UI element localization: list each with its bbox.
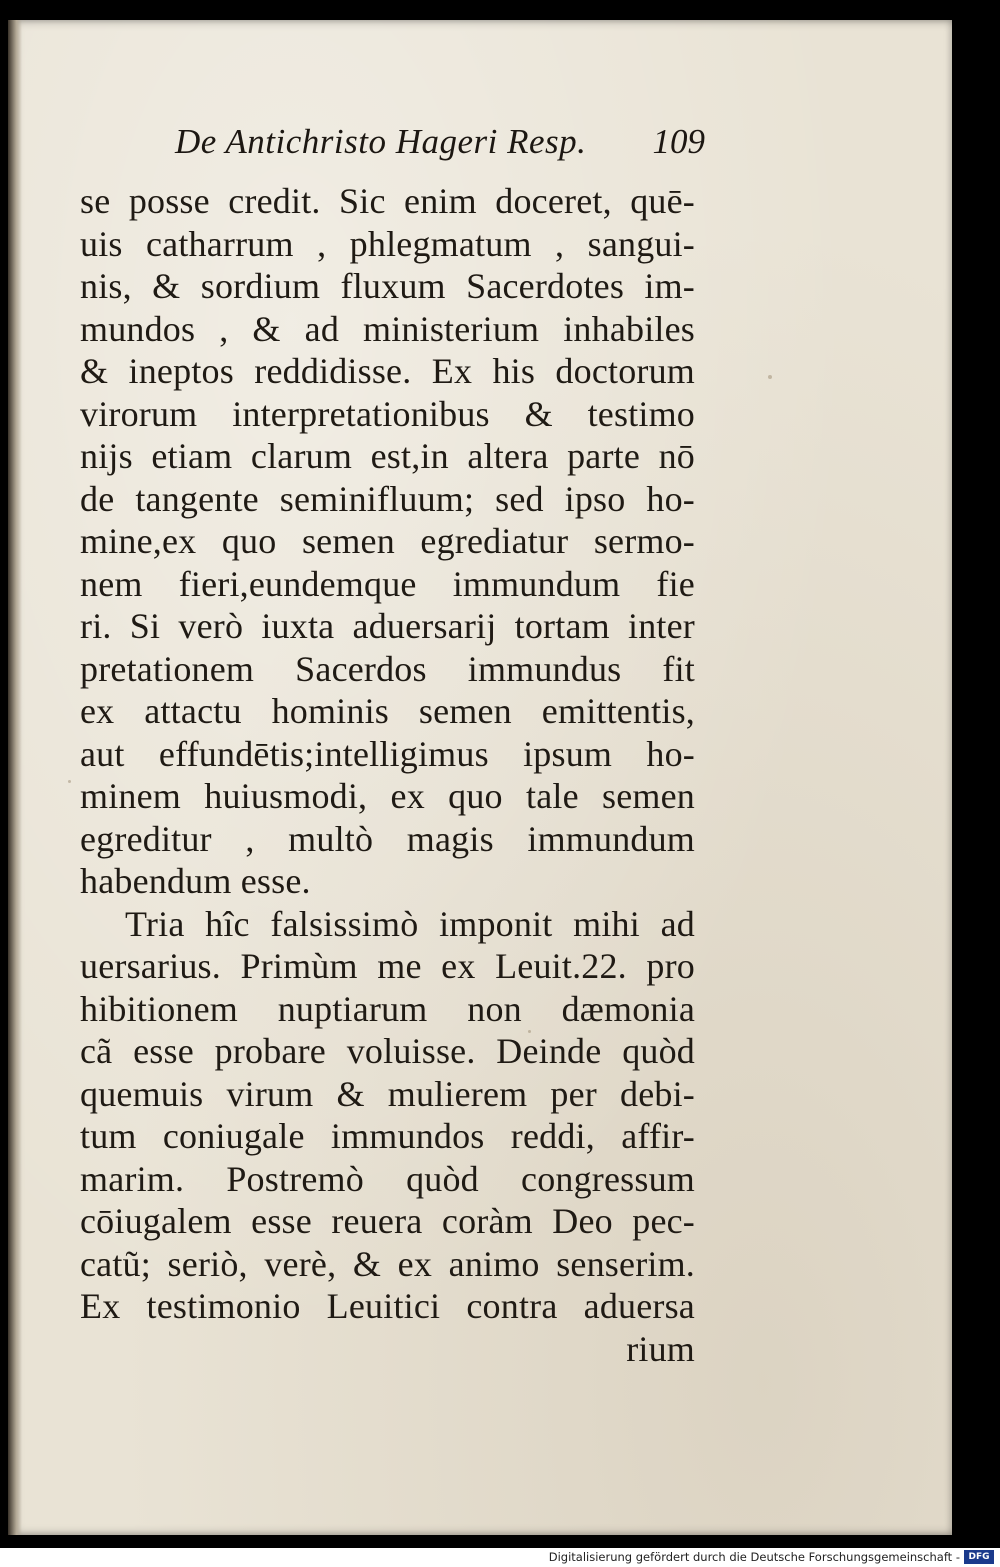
funding-credit: Digitalisierung gefördert durch die Deutsche Forschungsgemeinschaft - xyxy=(548,1550,960,1564)
text-line: cã esse probare voluisse. Deinde quòd xyxy=(80,1031,695,1071)
text-line: cōiugalem esse reuera coràm Deo pec- xyxy=(80,1201,695,1241)
paper-speck xyxy=(68,780,71,783)
text-line: marim. Postremò quòd congressum xyxy=(80,1158,695,1199)
text-line: habendum esse. xyxy=(80,861,311,901)
text-line: mundos , & ad ministerium inhabiles xyxy=(80,308,695,349)
text-line: se posse credit. Sic enim doceret, quē- xyxy=(80,181,695,221)
text-line: de tangente seminifluum; sed ipso ho- xyxy=(80,478,695,519)
text-line: hibitionem nuptiarum non dæmonia xyxy=(80,988,695,1029)
running-head: De Antichristo Hageri Resp. xyxy=(175,122,587,161)
text-line: aut effundētis;intelligimus ipsum ho- xyxy=(80,733,695,774)
dfg-logo: DFG xyxy=(964,1550,994,1564)
text-line: virorum interpretationibus & testimo xyxy=(80,393,695,434)
paper-speck xyxy=(768,375,772,379)
text-line: nem fieri,eundemque immundum fie xyxy=(80,563,695,604)
text-line: nijs etiam clarum est,in altera parte nō xyxy=(80,436,695,476)
text-line: Tria hîc falsissimò imponit mihi ad xyxy=(125,903,695,944)
text-line: pretationem Sacerdos immundus fit xyxy=(80,648,695,689)
text-line: uersarius. Primùm me ex Leuit.22. pro xyxy=(80,946,695,986)
text-line: uis catharrum , phlegmatum , sangui- xyxy=(80,223,695,264)
text-line: tum coniugale immundos reddi, affir- xyxy=(80,1116,695,1156)
catchword: rium xyxy=(626,1328,695,1369)
text-line: mine,ex quo semen egrediatur sermo- xyxy=(80,521,695,561)
text-line: catũ; seriò, verè, & ex animo senserim. xyxy=(80,1243,695,1284)
text-line: quemuis virum & mulierem per debi- xyxy=(80,1073,695,1114)
text-line: nis, & sordium fluxum Sacerdotes im- xyxy=(80,266,695,306)
text-line: & ineptos reddidisse. Ex his doctorum xyxy=(80,351,695,391)
body-text xyxy=(80,180,695,1370)
page-number: 109 xyxy=(652,122,705,161)
text-line: egreditur , multò magis immundum xyxy=(80,818,695,859)
page-gutter-shadow xyxy=(8,20,22,1535)
text-line: minem huiusmodi, ex quo tale semen xyxy=(80,776,695,816)
text-line: ri. Si verò iuxta aduersarij tortam inter xyxy=(80,606,695,646)
page-header xyxy=(175,122,705,170)
text-line: Ex testimonio Leuitici contra aduersa xyxy=(80,1286,695,1326)
text-line: ex attactu hominis semen emittentis, xyxy=(80,691,695,731)
